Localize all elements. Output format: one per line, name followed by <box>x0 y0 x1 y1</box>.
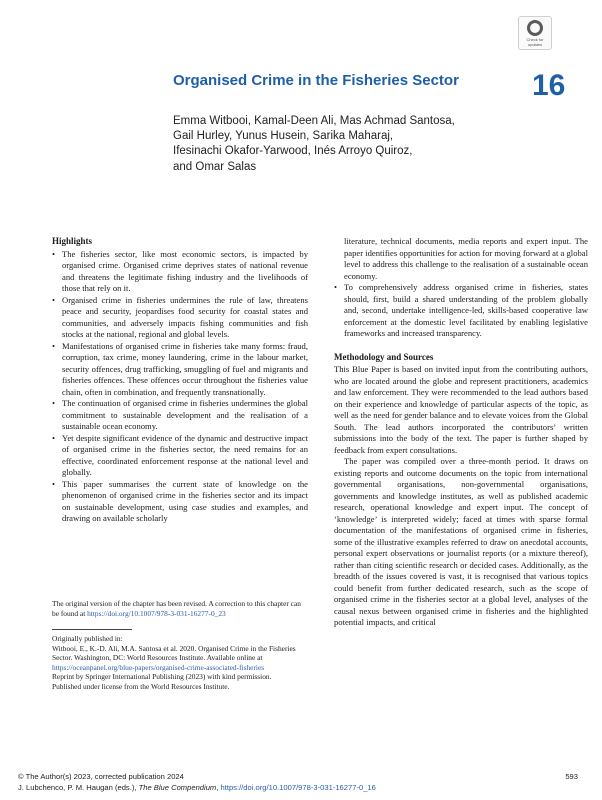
citation-text: Witbooi, E., K.-D. Ali, M.A. Santosa et al. 2020. Organised Crime in the Fisheries Sector. Washington, DC: World Resources Institute. Available online at <box>52 643 296 663</box>
highlight-item: • Manifestations of organised crime in fisheries take many forms: fraud, corruption, tax crime, money laundering, crime in the labour market, security offences, drug trafficking, smuggling of fuel and migrants and fisheries offences. These offences occur throughout the fisheries value chain, often in combination, and frequently transnationally. <box>52 341 308 399</box>
separator: , <box>216 783 221 792</box>
citation-link[interactable]: https://oceanpanel.org/blue-papers/organised-crime-associated-fisheries <box>52 662 265 672</box>
chapter-title: Organised Crime in the Fisheries Sector <box>173 72 459 89</box>
citation-line <box>52 644 308 673</box>
right-column <box>334 236 588 629</box>
author-line: Gail Hurley, Yunus Husein, Sarika Maharaj, <box>173 130 394 143</box>
reprint-note: Reprint by Springer International Publishing (2023) with kind permission. <box>52 672 272 682</box>
author-line: Ifesinachi Okafor-Yarwood, Inés Arroyo Quiroz, <box>173 145 413 158</box>
highlight-item: • The continuation of organised crime in fisheries undermines the global commitment to sustainable development and the realisation of a sustainable ocean economy. <box>52 398 308 433</box>
revision-text: The original version of the chapter has been revised. A correction to this chapter can be found at <box>52 599 301 618</box>
copyright-line: © The Author(s) 2023, corrected publication 2024 <box>18 772 184 781</box>
highlight-item: • The fisheries sector, like most economic sectors, is impacted by organised crime. Organised crime deprives states of national revenue and threatens the legitimate fishing industry and the livelihoods of those that rely on it. <box>52 249 308 295</box>
license-note: Published under license from the World Resources Institute. <box>52 681 230 691</box>
author-list <box>173 114 493 175</box>
author-line: Emma Witbooi, Kamal-Deen Ali, Mas Achmad Santosa, <box>173 115 455 127</box>
publication-note <box>52 634 308 692</box>
page-footer <box>18 771 578 793</box>
editors: J. Lubchenco, P. M. Haugan (eds.), <box>18 783 139 792</box>
highlight-item: • Organised crime in fisheries undermines the rule of law, threatens peace and security, jeopardises food security for coastal states and communities, and adversely impacts fishing communities and fish stocks at the national, regional and global levels. <box>52 295 308 341</box>
highlight-item: • To comprehensively address organised crime in fisheries, states should, first, build a shared understanding of the problem globally and, second, undertake intelligence-led, skills-based cooperative law enforcement at the domestic level facilitated by enabling legislative frameworks and increased transparency. <box>334 282 588 340</box>
methodology-paragraph: The paper was compiled over a three-month period. It draws on existing reports and outcome documents on the topic from international governmental organisations, non-governmental organisations, governments and knowledge institutes, as well as published academic research, operational knowledge and expert input. The concept of ‘knowledge’ is interpreted widely; faced at times with sparse formal documentation of the manifestations of organised crime in fisheries, some of the illustrative examples referred to draw on anecdotal accounts, personal expert observations or journalist reports (or a mixture thereof), rather than citing scientific research or decided cases. Additionally, as the breadth of the issues covered is vast, it is recognised that various topics could benefit from further dedicated research, such as the scope of organised crime in the fisheries sector at a global level, analyses of the causal nexus between organised crime in fisheries and the highlighted potential impacts, and critical <box>334 456 588 627</box>
highlight-item: • Yet despite significant evidence of the dynamic and destructive impact of organised crime in the fisheries sector, the need remains for an effective, coordinated enforcement response at the national level and globally. <box>52 433 308 479</box>
badge-label: Check for updates <box>526 37 544 47</box>
author-line: and Omar Salas <box>173 160 257 173</box>
check-updates-icon <box>527 20 543 36</box>
highlight-item: • This paper summarises the current state of knowledge on the phenomenon of organised crime in the fisheries sector and its impact on sustainable development, using case studies and examples, and drawing on available scholarly <box>52 479 308 525</box>
highlights-list-cont <box>334 282 588 340</box>
originally-published-heading: Originally published in: <box>52 634 123 643</box>
methodology-heading: Methodology and Sources <box>334 351 434 362</box>
revision-note <box>52 599 308 618</box>
footnote-divider <box>52 629 132 630</box>
left-column <box>52 236 308 525</box>
highlights-heading: Highlights <box>52 236 93 246</box>
chapter-number: 16 <box>532 69 566 102</box>
methodology-paragraph: This Blue Paper is based on invited input from the contributing authors, who are located around the globe and represent practitioners, academics and law enforcement. They were recommended to the lead authors based on their experience and knowledge of particular aspects of the topic, as well as the need for gender balance and to elevate voices from the Global South. The lead authors incorporated the contributors’ written submissions into the body of the text. The paper is further shaped by feedback from expert consultations. <box>334 364 588 455</box>
chapter-doi-link[interactable]: https://doi.org/10.1007/978-3-031-16277-0_16 <box>220 783 376 792</box>
page-number: 593 <box>565 772 578 781</box>
book-title: The Blue Compendium <box>138 783 217 792</box>
check-for-updates-badge[interactable] <box>518 16 552 50</box>
book-reference <box>18 782 578 793</box>
highlight-continuation: literature, technical documents, media reports and expert input. The paper identifies opportunities for action for moving forward at a global level to address this challenge to the realisation of a sustainable ocean economy. <box>344 236 588 281</box>
highlights-list <box>52 249 308 525</box>
revision-link[interactable]: https://doi.org/10.1007/978-3-031-16277-0_23 <box>87 608 226 618</box>
